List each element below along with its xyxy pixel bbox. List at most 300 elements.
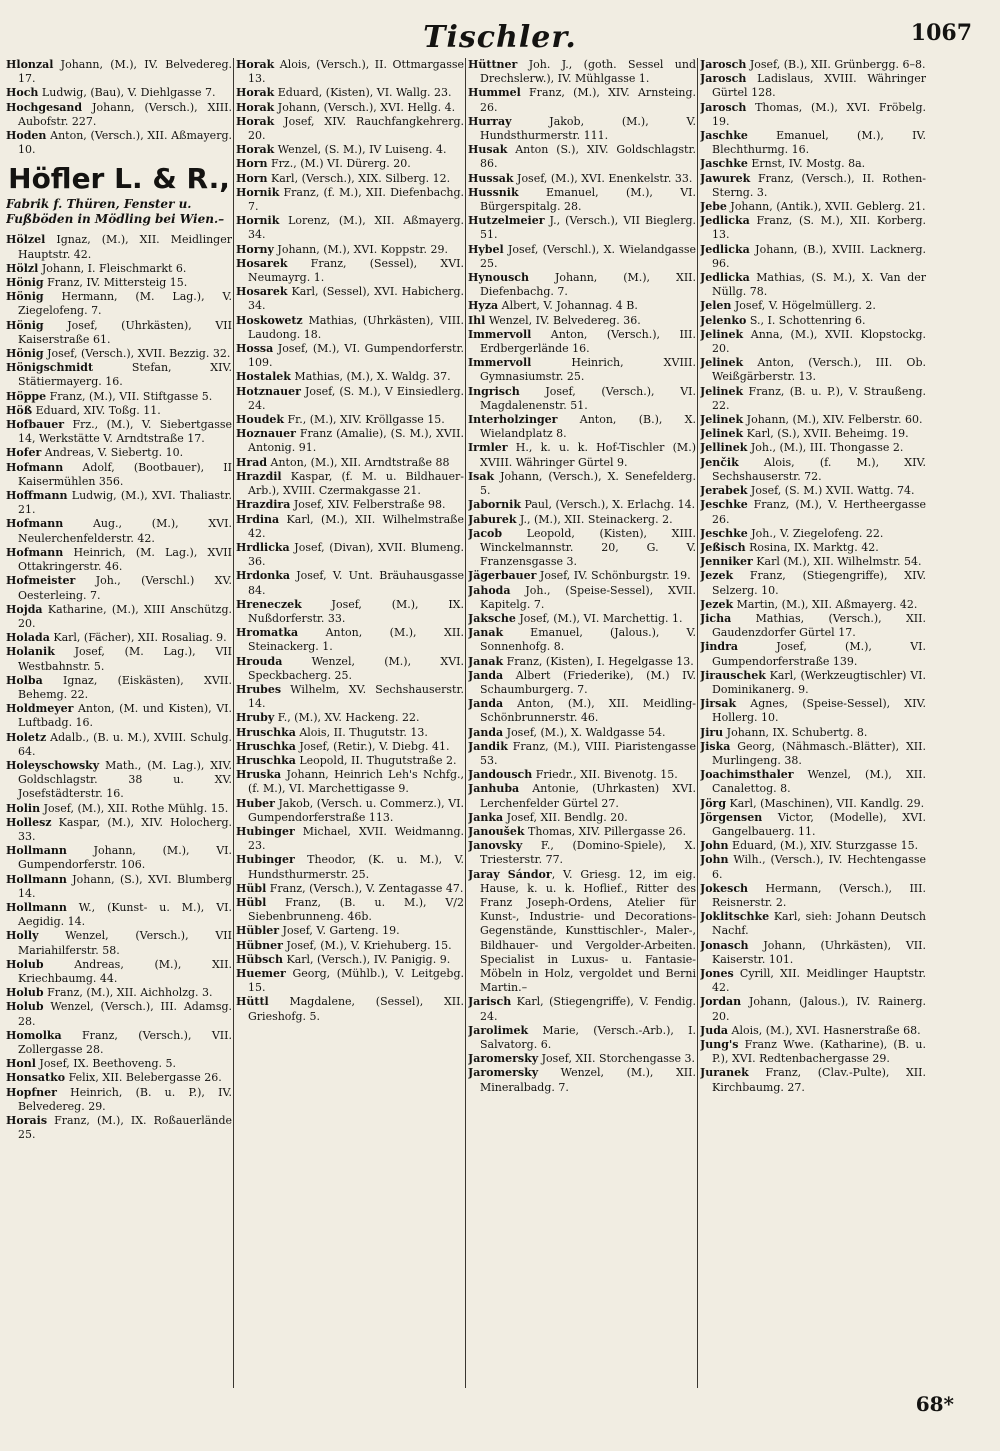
directory-entry bbox=[236, 498, 464, 512]
entry-details: Johann, (B.), XVIII. Lacknerg. 96. bbox=[712, 242, 926, 270]
entry-name: Jellinek bbox=[700, 441, 748, 455]
entry-name: Jiru bbox=[700, 725, 724, 739]
entry-details: Anton (S.), XIV. Goldschlagstr. 86. bbox=[480, 143, 696, 171]
directory-entry bbox=[6, 290, 232, 318]
entry-details: Karl, (Sessel), XVI. Habicherg. 34. bbox=[248, 285, 464, 313]
entry-details: Franz, IV. Mittersteig 15. bbox=[43, 276, 188, 290]
entry-name: Holly bbox=[6, 929, 39, 943]
entry-name: Horn bbox=[236, 171, 268, 185]
directory-entry bbox=[236, 939, 464, 953]
entry-details: Josef, (S. M.), V Einsiedlerg. 24. bbox=[248, 384, 464, 412]
directory-entry bbox=[700, 498, 926, 526]
directory-entry bbox=[700, 413, 926, 427]
directory-entry bbox=[700, 72, 926, 100]
directory-entry bbox=[236, 740, 464, 754]
directory-entry bbox=[236, 101, 464, 115]
entry-name: Jacob bbox=[468, 526, 503, 540]
entry-name: Jordan bbox=[700, 995, 742, 1009]
directory-entry bbox=[468, 811, 696, 825]
entry-details: Leopold, II. Thugutstraße 2. bbox=[295, 753, 457, 767]
entry-name: Hubinger bbox=[236, 824, 295, 838]
entry-name: Hofmann bbox=[6, 517, 64, 531]
entry-details: Victor, (Modelle), XVI. Gangelbauerg. 11. bbox=[712, 810, 926, 838]
directory-entry bbox=[700, 157, 926, 171]
entry-details: Franz, (M.), VIII. Piaristengasse 53. bbox=[480, 739, 696, 767]
entry-details: Cyrill, XII. Meidlinger Hauptstr. 42. bbox=[712, 967, 926, 995]
entry-details: Josef, V. Unt. Bräuhausgasse 84. bbox=[248, 569, 464, 597]
entry-name: Holdmeyer bbox=[6, 702, 74, 716]
directory-entry bbox=[468, 1024, 696, 1052]
entry-name: Horak bbox=[236, 86, 275, 100]
entry-name: Hofmeister bbox=[6, 574, 76, 588]
directory-entry bbox=[6, 86, 232, 100]
entry-name: Jarosch bbox=[700, 72, 747, 86]
directory-entry bbox=[468, 58, 696, 86]
entry-name: Jaromersky bbox=[468, 1052, 539, 1066]
entry-details: Josef, (M.), VI. Marchettig. 1. bbox=[515, 611, 683, 625]
directory-entry bbox=[236, 143, 464, 157]
directory-entry bbox=[236, 825, 464, 853]
entry-name: Hübl bbox=[236, 895, 267, 909]
entry-details: Michael, XVII. Weidmanng. 23. bbox=[248, 824, 464, 853]
entry-name: Jeschke bbox=[700, 498, 748, 512]
directory-entry bbox=[6, 446, 232, 460]
entry-details: Eduard, (Kisten), VI. Wallg. 23. bbox=[274, 86, 452, 100]
entry-details: Josef, (B.), XII. Grünbergg. 6–8. bbox=[746, 58, 926, 71]
entry-details: Franz, (Stiegengriffe), XIV. Selzerg. 10. bbox=[712, 569, 926, 597]
entry-details: Anton, (Versch.), XII. Aßmayerg. 10. bbox=[18, 129, 232, 157]
entry-details: Franz, (M.), V. Hertheergasse 26. bbox=[712, 498, 926, 526]
entry-details: Franz, (M.), XIV. Arnsteing. 26. bbox=[480, 86, 696, 114]
entry-details: Martin, (M.), XII. Aßmayerg. 42. bbox=[733, 597, 918, 611]
entry-details: Josef, (M.), X. Waldgasse 54. bbox=[503, 725, 666, 739]
entry-details: Felix, XII. Belebergasse 26. bbox=[65, 1071, 222, 1085]
directory-entry bbox=[236, 342, 464, 370]
directory-entry bbox=[700, 839, 926, 853]
entry-details: Ignaz, (M.), XII. Meidlinger Hauptstr. 42. bbox=[18, 233, 232, 261]
entry-name: Immervoll bbox=[468, 327, 532, 341]
entry-details: Johann, (Jalous.), IV. Rainerg. 20. bbox=[712, 995, 926, 1023]
directory-entry bbox=[700, 385, 926, 413]
directory-entry bbox=[700, 939, 926, 967]
directory-entry bbox=[236, 569, 464, 597]
entry-details: Anton, (B.), X. Wielandplatz 8. bbox=[480, 413, 696, 441]
entry-details: Franz, (B. u. M.), V/2 Siebenbrunneng. 46b. bbox=[248, 895, 464, 924]
entry-details: Mathias, (S. M.), X. Van der Nüllg. 78. bbox=[712, 271, 926, 299]
entry-name: Jonasch bbox=[700, 938, 749, 952]
directory-entry bbox=[236, 243, 464, 257]
entry-details: Joh., V. Ziegelofeng. 22. bbox=[747, 526, 884, 540]
entry-details: Johann, (M.), VI. Gumpendorferstr. 106. bbox=[18, 844, 232, 872]
entry-details: Andreas, (M.), XII. Kriechbaumg. 44. bbox=[18, 957, 232, 985]
entry-name: Jandousch bbox=[468, 768, 533, 782]
entry-name: Jelen bbox=[700, 299, 732, 313]
directory-entry bbox=[6, 1086, 232, 1114]
entry-name: Hollmann bbox=[6, 844, 67, 858]
directory-entry bbox=[236, 427, 464, 455]
entry-name: Hosarek bbox=[236, 285, 288, 299]
entry-details: F., (Domino-Spiele), X. Triesterstr. 77. bbox=[480, 839, 696, 867]
entry-details: Anton, (M.), XII. Meidling-Schönbrunnerstr. 46. bbox=[480, 697, 696, 725]
entry-details: Franz, (B. u. P.), V. Straußeng. 22. bbox=[712, 384, 926, 412]
entry-details: Franz, (Clav.-Pulte), XII. Kirchbaumg. 27. bbox=[712, 1066, 926, 1094]
entry-name: Jirauschek bbox=[700, 668, 766, 682]
directory-entry bbox=[700, 797, 926, 811]
directory-entry bbox=[468, 143, 696, 171]
entry-details: Josef, (Versch.), XVII. Bezzig. 32. bbox=[43, 347, 231, 361]
entry-details: Joh. J., (goth. Sessel und Drechslerw.), IV. Mühlgasse 1. bbox=[480, 58, 696, 86]
entry-details: Paul, (Versch.), X. Erlachg. 14. bbox=[520, 498, 696, 512]
entry-name: Jokesch bbox=[700, 881, 749, 895]
entry-name: Jawurek bbox=[700, 171, 751, 185]
column-rule bbox=[465, 58, 466, 1388]
entry-name: Jaburek bbox=[468, 512, 517, 526]
entry-name: Interholzinger bbox=[468, 413, 558, 427]
entry-name: Hönig bbox=[6, 318, 44, 332]
printer-signature: 68* bbox=[915, 1392, 954, 1416]
directory-entry bbox=[468, 1052, 696, 1066]
advertisement-title: Höfler L. & R., bbox=[8, 162, 230, 196]
directory-entry bbox=[6, 517, 232, 545]
entry-details: Franz, (M.), IX. Roßauerlände 25. bbox=[18, 1114, 232, 1142]
entry-details: Anton, (M.), XII. Steinackerg. 1. bbox=[248, 626, 464, 654]
directory-entry bbox=[700, 200, 926, 214]
entry-details: Johann, (Antik.), XVII. Geblerg. 21. bbox=[726, 200, 926, 214]
entry-name: Jarolimek bbox=[468, 1023, 529, 1037]
directory-entry bbox=[700, 697, 926, 725]
directory-entry bbox=[700, 129, 926, 157]
entry-name: Jabornik bbox=[468, 498, 521, 512]
entry-details: Fr., (M.), XIV. Kröllgasse 15. bbox=[284, 413, 445, 427]
directory-entry bbox=[236, 370, 464, 384]
entry-details: Frz., (M.) VI. Dürerg. 20. bbox=[267, 157, 411, 171]
directory-entry bbox=[236, 768, 464, 796]
entry-name: Juranek bbox=[700, 1066, 749, 1080]
directory-entry bbox=[6, 844, 232, 872]
entry-name: Jebe bbox=[700, 200, 727, 214]
entry-name: Hubinger bbox=[236, 853, 295, 867]
entry-name: Hollmann bbox=[6, 872, 67, 886]
entry-details: Karl, (Versch.), IV. Panigig. 9. bbox=[282, 952, 451, 966]
entry-details: J., (M.), XII. Steinackerg. 2. bbox=[516, 512, 673, 526]
entry-details: Josef, (Divan), XVII. Blumeng. 36. bbox=[248, 540, 464, 569]
directory-entry bbox=[236, 257, 464, 285]
directory-entry bbox=[468, 584, 696, 612]
entry-name: Jörg bbox=[700, 796, 727, 810]
entry-name: Jaschke bbox=[700, 129, 748, 143]
entry-details: Mathias, (Versch.), XII. Gaudenzdorfer Gürtel 17. bbox=[712, 611, 926, 640]
entry-name: Hornik bbox=[236, 214, 280, 228]
entry-details: Josef, IX. Beethoveng. 5. bbox=[35, 1057, 177, 1071]
entry-details: Agnes, (Speise-Sessel), XIV. Hollerg. 10. bbox=[712, 697, 926, 725]
directory-entry bbox=[6, 759, 232, 802]
entry-name: Hüttl bbox=[236, 995, 269, 1009]
entry-name: Höß bbox=[6, 403, 33, 417]
directory-entry bbox=[236, 385, 464, 413]
entry-name: Hölzl bbox=[6, 261, 39, 275]
entry-name: Janoušek bbox=[468, 824, 525, 838]
directory-entry bbox=[468, 328, 696, 356]
directory-column-1 bbox=[6, 58, 232, 1388]
entry-name: Jaromersky bbox=[468, 1066, 539, 1080]
directory-entry bbox=[6, 276, 232, 290]
directory-entry bbox=[468, 697, 696, 725]
entry-details: Johann, (M.), XIV. Felberstr. 60. bbox=[743, 413, 923, 427]
directory-entry bbox=[236, 214, 464, 242]
entry-name: Hutzelmeier bbox=[468, 214, 545, 228]
entry-name: Hölzel bbox=[6, 233, 46, 247]
directory-entry bbox=[6, 1000, 232, 1028]
directory-entry bbox=[700, 882, 926, 910]
entry-name: Jedlicka bbox=[700, 242, 750, 256]
entry-details: Antonie, (Uhrkasten) XVI. Lerchenfelder Gürtel 27. bbox=[480, 782, 696, 810]
entry-details: Johann, (M.), XII. Diefenbachg. 7. bbox=[480, 271, 696, 299]
entry-details: Franz, (Versch.), VII. Zollergasse 28. bbox=[18, 1028, 232, 1056]
entry-details: S., I. Schottenring 6. bbox=[746, 313, 866, 327]
directory-entry bbox=[700, 271, 926, 299]
directory-entry bbox=[700, 598, 926, 612]
directory-entry bbox=[6, 802, 232, 816]
entry-name: Horak bbox=[236, 58, 275, 71]
directory-column-4 bbox=[700, 58, 926, 1388]
entry-details: Eduard, XIV. Toßg. 11. bbox=[32, 403, 161, 417]
entry-name: Hrdlicka bbox=[236, 540, 290, 554]
entry-name: Horak bbox=[236, 143, 275, 157]
column-rule bbox=[697, 58, 698, 1388]
entry-name: Hochgesand bbox=[6, 100, 83, 114]
entry-details: Wenzel, (M.), XII. Canalettog. 8. bbox=[712, 768, 926, 796]
entry-name: Hofmann bbox=[6, 460, 64, 474]
directory-entry bbox=[700, 1024, 926, 1038]
entry-name: Hönigschmidt bbox=[6, 361, 94, 375]
entry-name: Horais bbox=[6, 1114, 48, 1128]
entry-name: Janak bbox=[468, 654, 504, 668]
entry-details: Adolf, (Bootbauer), II Kaisermühlen 356. bbox=[18, 460, 232, 488]
entry-name: Holba bbox=[6, 673, 43, 687]
directory-entry bbox=[468, 356, 696, 384]
column-rule bbox=[233, 58, 234, 1388]
directory-column-2 bbox=[236, 58, 464, 1388]
directory-entry bbox=[468, 498, 696, 512]
entry-name: Jägerbauer bbox=[468, 569, 537, 583]
entry-name: Janovsky bbox=[468, 839, 523, 853]
directory-entry bbox=[468, 782, 696, 810]
entry-name: Huber bbox=[236, 796, 275, 810]
entry-details: Josef, (Verschl.), X. Wielandgasse 25. bbox=[480, 242, 696, 270]
directory-entry bbox=[6, 901, 232, 929]
entry-name: Immervoll bbox=[468, 356, 532, 370]
entry-details: Alois, II. Thugutstr. 13. bbox=[295, 725, 428, 739]
entry-details: Josef, (M.), VI. Gumpendorferstraße 139. bbox=[712, 640, 926, 668]
directory-entry bbox=[700, 299, 926, 313]
entry-name: Holub bbox=[6, 1000, 44, 1014]
entry-name: Jelinek bbox=[700, 356, 744, 370]
directory-entry bbox=[468, 86, 696, 114]
entry-name: Joklitschke bbox=[700, 910, 770, 924]
entry-details: Karl, (M.), XII. Wilhelmstraße 42. bbox=[248, 512, 464, 540]
entry-name: Jindra bbox=[700, 640, 738, 654]
directory-entry bbox=[700, 441, 926, 455]
entry-details: Alois, (M.), XVI. Hasnerstraße 68. bbox=[728, 1023, 921, 1037]
entry-name: Holeyschowsky bbox=[6, 758, 100, 772]
entry-name: Horak bbox=[236, 114, 275, 128]
entry-name: Juda bbox=[700, 1023, 729, 1037]
entry-details: Josef, (M.), VI. Gumpendorferstr. 109. bbox=[248, 342, 464, 370]
entry-details: Ernst, IV. Mostg. 8a. bbox=[747, 157, 866, 171]
entry-name: Hruby bbox=[236, 711, 275, 725]
entry-details: Heinrich, (B. u. P.), IV. Belvedereg. 29. bbox=[18, 1085, 232, 1113]
directory-entry bbox=[468, 527, 696, 570]
entry-name: Hruschka bbox=[236, 753, 296, 767]
directory-entry bbox=[468, 186, 696, 214]
entry-name: Horn bbox=[236, 157, 268, 171]
entry-details: Theodor, (K. u. M.), V. Hundsthurmerstr. 25. bbox=[248, 853, 464, 881]
entry-name: Jung's bbox=[700, 1038, 739, 1052]
advertisement-text: Fabrik f. Thüren, Fenster u. Fußböden in Mödling bei Wien.– bbox=[6, 197, 225, 227]
entry-name: Holada bbox=[6, 631, 50, 645]
entry-details: Karl, (S.), XVII. Beheimg. 19. bbox=[743, 427, 909, 441]
directory-entry bbox=[6, 674, 232, 702]
entry-name: Jelinek bbox=[700, 384, 744, 398]
directory-entry bbox=[6, 986, 232, 1000]
directory-entry bbox=[468, 995, 696, 1023]
running-title: Tischler. bbox=[423, 20, 577, 55]
directory-entry bbox=[236, 711, 464, 725]
entry-details: Wenzel, IV. Belvedereg. 36. bbox=[485, 313, 641, 327]
directory-entry bbox=[468, 470, 696, 498]
entry-name: Hornik bbox=[236, 185, 280, 199]
directory-entry bbox=[700, 612, 926, 640]
entry-name: Hummel bbox=[468, 86, 521, 100]
entry-name: Hruschka bbox=[236, 725, 296, 739]
directory-entry bbox=[468, 513, 696, 527]
entry-name: Ingrisch bbox=[468, 384, 520, 398]
directory-entry bbox=[236, 953, 464, 967]
entry-name: Hromatka bbox=[236, 626, 299, 640]
directory-entry bbox=[468, 839, 696, 867]
directory-entry bbox=[6, 546, 232, 574]
entry-name: Husak bbox=[468, 143, 508, 157]
entry-name: Jaray Sándor bbox=[468, 867, 552, 881]
directory-entry bbox=[6, 574, 232, 602]
directory-entry bbox=[700, 243, 926, 271]
entry-details: Karl, (Stiegengriffe), V. Fendig. 24. bbox=[480, 995, 696, 1023]
entry-details: Anna, (M.), XVII. Klopstockg. 20. bbox=[712, 327, 926, 356]
entry-details: Lorenz, (M.), XII. Aßmayerg. 34. bbox=[248, 214, 464, 242]
entry-name: Janak bbox=[468, 626, 504, 640]
entry-details: Marie, (Versch.-Arb.), I. Salvatorg. 6. bbox=[480, 1023, 696, 1052]
entry-name: Hrouda bbox=[236, 654, 283, 668]
page-header bbox=[0, 10, 1000, 54]
entry-details: Johann, I. Fleischmarkt 6. bbox=[38, 261, 187, 275]
entry-name: Holanik bbox=[6, 645, 55, 659]
directory-entry bbox=[700, 541, 926, 555]
directory-entry bbox=[700, 172, 926, 200]
entry-details: Josef, (S. M.) XVII. Wattg. 74. bbox=[747, 484, 915, 498]
entry-name: Hossa bbox=[236, 342, 274, 356]
directory-entry bbox=[6, 129, 232, 157]
entry-name: Holin bbox=[6, 801, 41, 815]
entry-name: Hostalek bbox=[236, 370, 291, 384]
entry-name: Jaschke bbox=[700, 157, 748, 171]
directory-entry bbox=[236, 683, 464, 711]
entry-name: Isak bbox=[468, 469, 495, 483]
entry-details: Josef, V. Högelmüllerg. 2. bbox=[731, 299, 876, 313]
entry-details: Hermann, (M. Lag.), V. Ziegelofeng. 7. bbox=[18, 290, 232, 318]
entry-details: Johann, (Versch.), X. Senefelderg. 5. bbox=[480, 469, 696, 498]
entry-name: Irmler bbox=[468, 441, 508, 455]
directory-entry bbox=[6, 816, 232, 844]
directory-entry bbox=[6, 489, 232, 517]
entry-name: Jeschke bbox=[700, 526, 748, 540]
entry-name: Joachimsthaler bbox=[700, 768, 794, 782]
entry-name: Jenčik bbox=[700, 455, 739, 469]
entry-details: Wenzel, (Versch.), VII Mariahilferstr. 58. bbox=[18, 929, 232, 957]
entry-name: Hruschka bbox=[236, 739, 296, 753]
entry-name: Jedlicka bbox=[700, 271, 750, 285]
entry-details: Karl, (Versch.), XIX. Silberg. 12. bbox=[267, 171, 451, 185]
directory-entry bbox=[6, 101, 232, 129]
directory-entry bbox=[236, 726, 464, 740]
directory-entry bbox=[6, 1029, 232, 1057]
directory-entry bbox=[6, 390, 232, 404]
directory-entry bbox=[236, 172, 464, 186]
advertisement bbox=[6, 161, 232, 227]
entry-name: Hübner bbox=[236, 938, 283, 952]
entry-details: Josef, XIV. Felberstraße 98. bbox=[290, 498, 446, 512]
directory-entry bbox=[236, 754, 464, 768]
directory-entry bbox=[468, 413, 696, 441]
entry-name: Hlonzal bbox=[6, 58, 54, 71]
entry-name: Hoden bbox=[6, 129, 47, 143]
directory-entry bbox=[700, 740, 926, 768]
entry-details: J., (Versch.), VII Bieglerg. 51. bbox=[480, 214, 696, 242]
entry-name: Hrubes bbox=[236, 682, 282, 696]
entry-name: Jandik bbox=[468, 739, 508, 753]
entry-details: Josef, (Versch.), VI. Magdalenenstr. 51. bbox=[480, 384, 696, 412]
entry-details: Franz, (Kisten), I. Hegelgasse 13. bbox=[503, 654, 694, 668]
entry-details: Karl (M.), XII. Wilhelmstr. 54. bbox=[752, 555, 922, 569]
entry-name: Hurray bbox=[468, 114, 512, 128]
entry-details: Stefan, XIV. Stätiermayerg. 16. bbox=[18, 361, 232, 389]
entry-details: Hermann, (Versch.), III. Reisnerstr. 2. bbox=[712, 881, 926, 909]
entry-name: Jicha bbox=[700, 611, 732, 625]
directory-entry bbox=[468, 740, 696, 768]
page-number: 1067 bbox=[910, 20, 972, 46]
entry-name: Hynousch bbox=[468, 271, 530, 285]
entry-details: Friedr., XII. Bivenotg. 15. bbox=[532, 768, 678, 782]
entry-details: Thomas, XIV. Pillergasse 26. bbox=[524, 824, 686, 838]
entry-details: Mathias, (Uhrkästen), VIII. Laudong. 18. bbox=[248, 313, 464, 341]
entry-name: Jelenko bbox=[700, 313, 747, 327]
directory-entry bbox=[6, 873, 232, 901]
entry-name: Hüttner bbox=[468, 58, 518, 71]
entry-name: Jarosch bbox=[700, 58, 747, 71]
entry-details: Kaspar, (f. M. u. Bildhauer-Arb.), XVIII. Czermakgasse 21. bbox=[248, 469, 464, 498]
entry-details: Franz, (M.), VII. Stiftgasse 5. bbox=[46, 389, 213, 403]
entry-name: Holub bbox=[6, 986, 44, 1000]
entry-details: Kaspar, (M.), XIV. Holocherg. 33. bbox=[18, 815, 232, 843]
directory-entry bbox=[700, 101, 926, 129]
entry-details: Josef, (M.), XVI. Enenkelstr. 33. bbox=[513, 171, 693, 185]
entry-details: Math., (M. Lag.), XIV. Goldschlagstr. 38 u. XV. Josefstädterstr. 16. bbox=[18, 758, 232, 801]
entry-details: Joh., (Speise-Sessel), XVII. Kapitelg. 7. bbox=[480, 583, 696, 611]
entry-details: Ludwig, (Bau), V. Diehlgasse 7. bbox=[38, 86, 216, 100]
entry-details: Johann, (Uhrkästen), VII. Kaiserstr. 101. bbox=[712, 938, 926, 966]
entry-name: Janhuba bbox=[468, 782, 520, 796]
entry-details: Anton, (M.), XII. Arndtstraße 88 bbox=[267, 455, 450, 469]
directory-entry bbox=[468, 569, 696, 583]
